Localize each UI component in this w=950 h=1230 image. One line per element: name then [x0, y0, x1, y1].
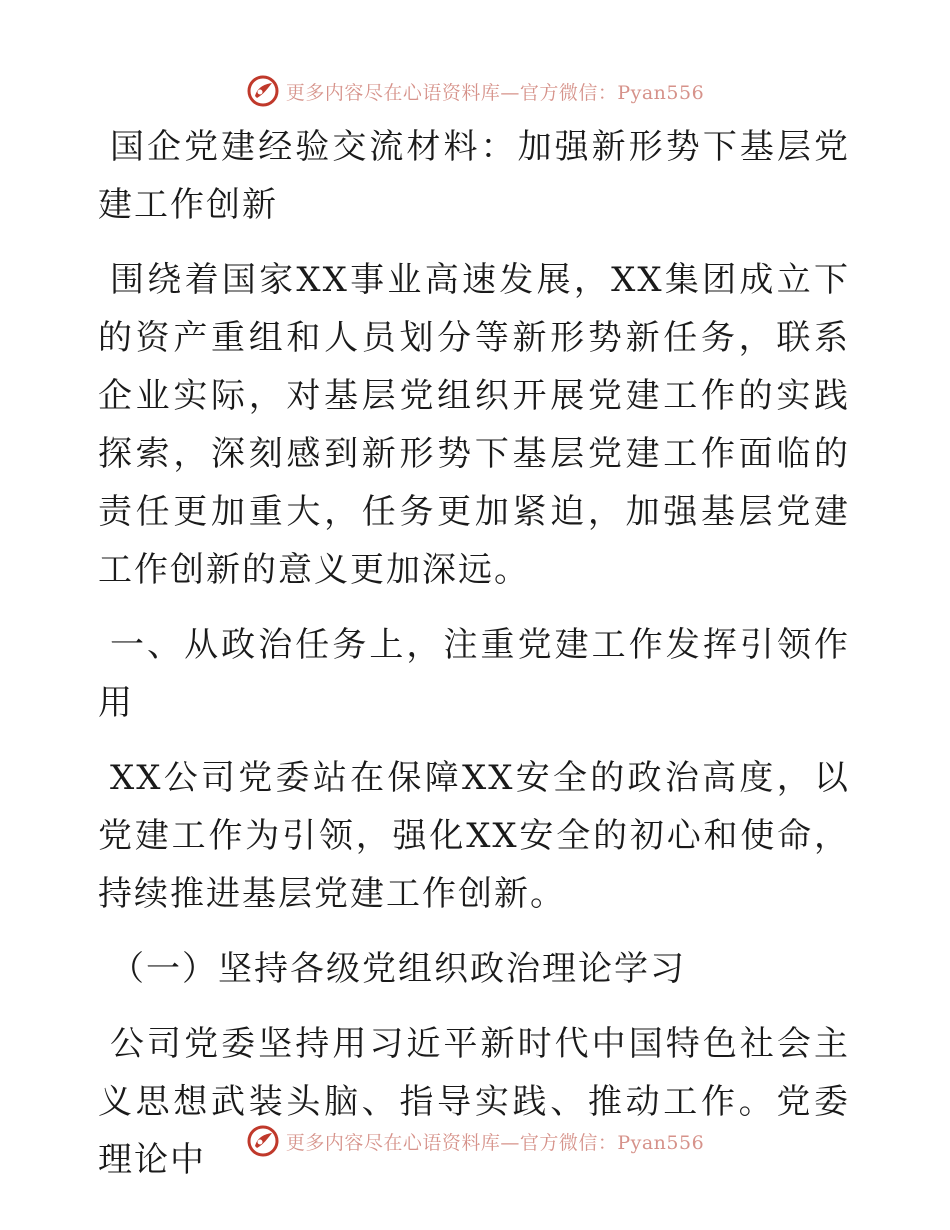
header-brand-text: 更多内容尽在心语资料库— — [285, 81, 520, 104]
footer-wechat-text: 官方微信：Pyan556 — [519, 1131, 705, 1154]
brand-logo-icon — [246, 1124, 280, 1158]
subsection-1-heading: （一）坚持各级党组织政治理论学习 — [110, 949, 686, 989]
section-1-heading: 一、从政治任务上，注重党建工作发挥引领作用 — [98, 625, 850, 723]
subsection-1-paragraph: 公司党委坚持用习近平新时代中国特色社会主义思想武装头脑、指导实践、推动工作。党委理论中 — [98, 1024, 850, 1180]
brand-logo-icon — [246, 74, 280, 108]
header-wechat-text: 官方微信：Pyan556 — [519, 81, 705, 104]
footer-watermark — [0, 1121, 950, 1161]
document-title: 国企党建经验交流材料：加强新形势下基层党建工作创新 — [98, 127, 850, 225]
intro-paragraph: 围绕着国家XX事业高速发展，XX集团成立下的资产重组和人员划分等新形势新任务，联系企业实际，对基层党组织开展党建工作的实践探索，深刻感到新形势下基层党建工作面临的责任更加重大，任务更加紧迫，加强基层党建工作创新的意义更加深远。 — [98, 260, 850, 590]
footer-brand-text: 更多内容尽在心语资料库— — [285, 1131, 520, 1154]
header-watermark — [0, 71, 950, 111]
section-1-paragraph: XX公司党委站在保障XX安全的政治高度，以党建工作为引领，强化XX安全的初心和使命，持续推进基层党建工作创新。 — [98, 758, 850, 914]
document-body — [98, 118, 850, 1189]
